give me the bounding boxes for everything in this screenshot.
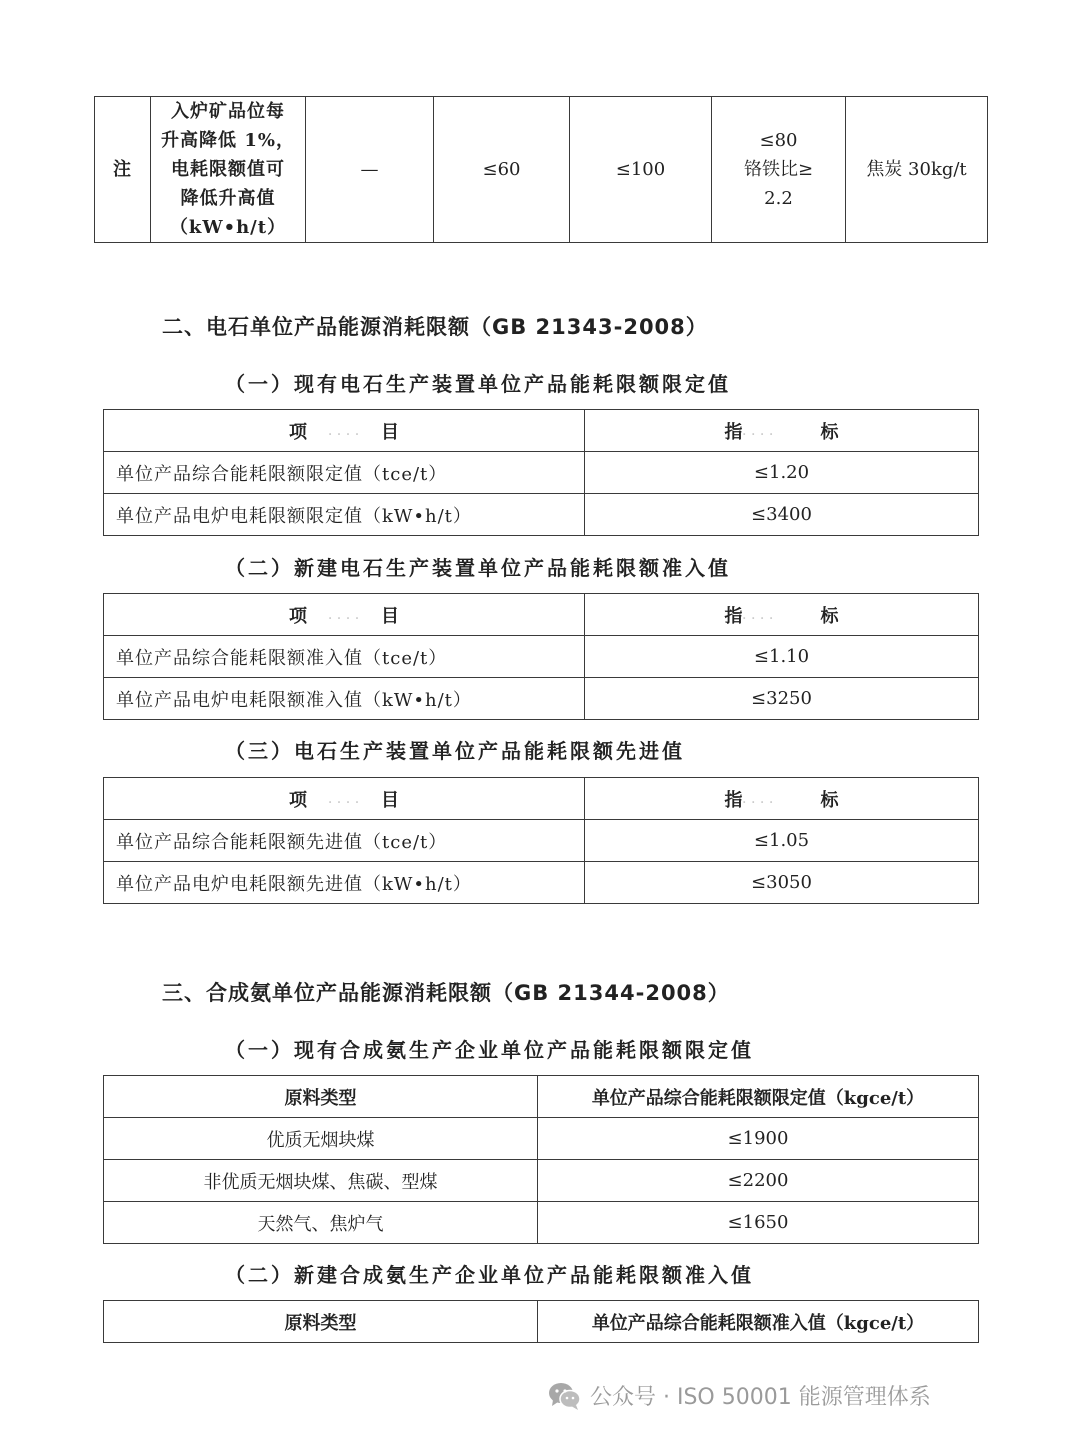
header-value: 单位产品综合能耗限额准入值（kgce/t） [538,1301,979,1343]
table-header-row [104,1076,979,1118]
section2-heading: 二、电石单位产品能源消耗限额（GB 21343-2008） [162,315,708,339]
header-value: 单位产品综合能耗限额限定值（kgce/t） [538,1076,979,1118]
ammonia-new-table [103,1300,979,1343]
watermark [548,1380,931,1411]
section2-sub1-title: （一）现有电石生产装置单位产品能耗限额限定值 [225,372,731,396]
carbide-advanced-table [103,777,979,904]
header-item: 项 . . . . 目 [104,778,585,820]
note-col4: ≤60 [434,97,570,243]
row-value: ≤3400 [585,494,979,536]
header-material: 原料类型 [104,1076,538,1118]
row-value: ≤1.05 [585,820,979,862]
header-value: 指. . . . 标 [585,410,979,452]
header-item: 项 . . . . 目 [104,410,585,452]
row-item: 天然气、焦炉气 [104,1202,538,1244]
carbide-new-table [103,593,979,720]
note-table [94,96,988,243]
section2-sub3-title: （三）电石生产装置单位产品能耗限额先进值 [225,739,685,763]
row-item: 优质无烟块煤 [104,1118,538,1160]
table-row [104,820,979,862]
header-value: 指. . . . 标 [585,594,979,636]
wechat-icon [548,1381,582,1411]
table-row [104,452,979,494]
row-item: 单位产品综合能耗限额限定值（tce/t） [104,452,585,494]
row-value: ≤2200 [538,1160,979,1202]
table-row [104,1160,979,1202]
row-item: 单位产品综合能耗限额先进值（tce/t） [104,820,585,862]
table-row [104,1202,979,1244]
section3-sub2-title: （二）新建合成氨生产企业单位产品能耗限额准入值 [225,1263,754,1287]
table-row [104,636,979,678]
table-row [104,1118,979,1160]
ammonia-existing-table [103,1075,979,1244]
row-value: ≤3250 [585,678,979,720]
row-value: ≤3050 [585,862,979,904]
row-value: ≤1650 [538,1202,979,1244]
row-value: ≤1.10 [585,636,979,678]
section2-sub2-title: （二）新建电石生产装置单位产品能耗限额准入值 [225,556,731,580]
table-header-row [104,1301,979,1343]
row-item: 单位产品电炉电耗限额准入值（kW•h/t） [104,678,585,720]
row-item: 单位产品电炉电耗限额限定值（kW•h/t） [104,494,585,536]
watermark-text: 公众号 · ISO 50001 能源管理体系 [590,1385,931,1410]
note-col5: ≤100 [570,97,712,243]
row-value: ≤1900 [538,1118,979,1160]
table-header-row [104,594,979,636]
table-row [104,862,979,904]
header-item: 项 . . . . 目 [104,594,585,636]
table-header-row [104,410,979,452]
table-row [104,494,979,536]
row-item: 非优质无烟块煤、焦碳、型煤 [104,1160,538,1202]
note-col3: — [306,97,434,243]
note-col7: 焦炭 30kg/t [846,97,988,243]
row-item: 单位产品综合能耗限额准入值（tce/t） [104,636,585,678]
table-header-row [104,778,979,820]
table-row [104,678,979,720]
note-col6: ≤80 铬铁比≥ 2.2 [712,97,846,243]
row-item: 单位产品电炉电耗限额先进值（kW•h/t） [104,862,585,904]
section3-sub1-title: （一）现有合成氨生产企业单位产品能耗限额限定值 [225,1038,754,1062]
header-material: 原料类型 [104,1301,538,1343]
table-row [95,97,988,243]
carbide-existing-table [103,409,979,536]
header-value: 指. . . . 标 [585,778,979,820]
note-label: 注 [95,97,151,243]
row-value: ≤1.20 [585,452,979,494]
section3-heading: 三、合成氨单位产品能源消耗限额（GB 21344-2008） [162,981,730,1005]
note-condition: 入炉矿品位每 升高降低 1%， 电耗限额值可 降低升高值 （kW•h/t） [151,97,306,243]
